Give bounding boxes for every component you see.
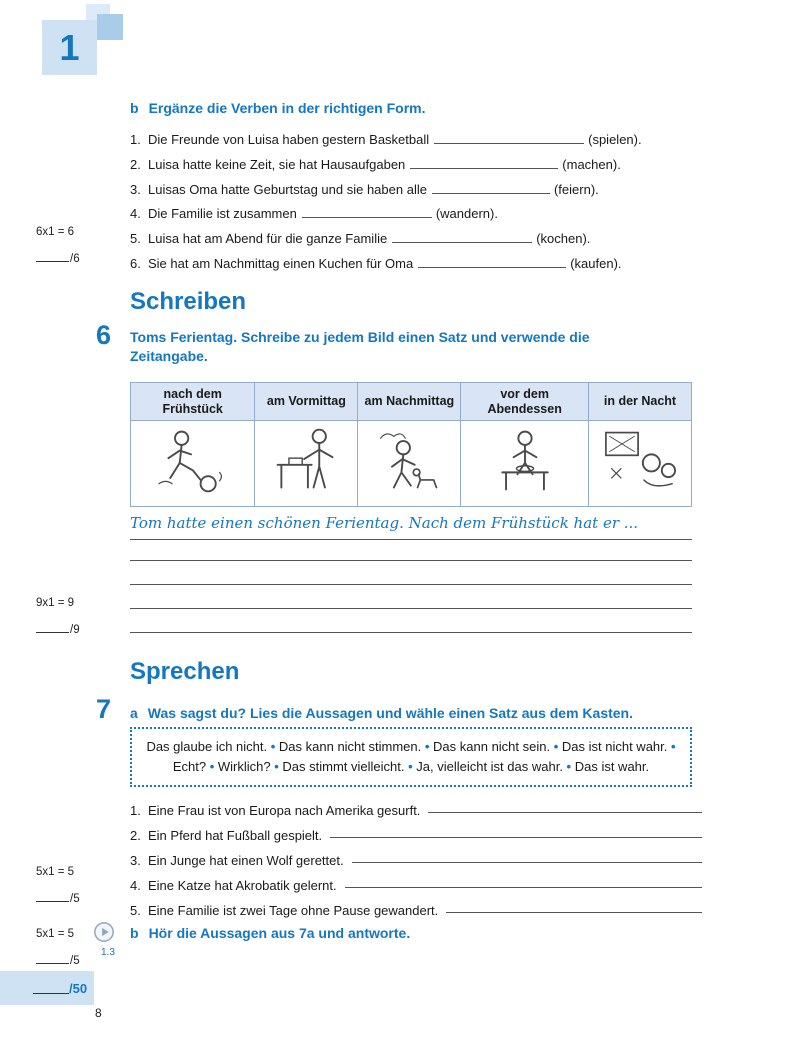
total-score-line[interactable]: [33, 982, 69, 994]
item-number: 5.: [130, 903, 141, 918]
fill-item-5: [130, 227, 702, 252]
exercise-7a-heading: [130, 705, 633, 721]
score-suffix: /5: [70, 893, 80, 905]
picture-table: [130, 382, 692, 507]
exercise-b-heading: [130, 100, 426, 116]
total-score-suffix: /50: [69, 980, 88, 996]
item-text: Ein Pferd hat Fußball gespielt.: [148, 828, 323, 843]
margin-formula-b: 6x1 = 6: [36, 226, 75, 238]
score-line[interactable]: [36, 891, 69, 902]
item-number: 4.: [130, 878, 141, 893]
answer-line[interactable]: [330, 837, 702, 838]
illustration-boy-walking-dog: [358, 421, 461, 507]
answer-blank[interactable]: [392, 230, 532, 243]
illustration-night-crowd: [588, 421, 691, 507]
chapter-number: 1: [59, 26, 80, 68]
total-score-box: [0, 971, 94, 1005]
verb-hint: (kochen).: [536, 231, 591, 247]
item-number: 1.: [130, 132, 141, 147]
exercise-b-title: Ergänze die Verben in der richtigen Form.: [148, 100, 426, 116]
chapter-tab: [42, 20, 97, 75]
section-heading-sprechen: Sprechen: [130, 658, 240, 685]
exercise-7b-heading: [130, 925, 410, 941]
score-suffix: /5: [70, 955, 80, 967]
score-suffix: /9: [70, 624, 80, 636]
section-heading-schreiben: Schreiben: [130, 288, 247, 315]
item-number: 4.: [130, 206, 141, 222]
boy-walking-dog-icon: [359, 425, 459, 497]
item-text: Luisas Oma hatte Geburtstag und sie haben alle: [148, 181, 427, 197]
handwritten-example: Tom hatte einen schönen Ferientag. Nach dem Frühstück hat er ...: [130, 514, 692, 540]
item-number: 5.: [130, 231, 141, 247]
table-header: in der Nacht: [588, 383, 691, 421]
table-header: am Nachmittag: [358, 383, 461, 421]
exercise-7-number: 7: [96, 694, 112, 724]
fill-item-1: [130, 128, 702, 153]
margin-score-7a: [36, 891, 106, 905]
item-text: Ein Junge hat einen Wolf gerettet.: [148, 853, 344, 868]
writing-line[interactable]: [130, 632, 692, 633]
boy-at-table-icon: [256, 425, 356, 497]
item-text: Luisa hat am Abend für die ganze Familie: [148, 231, 388, 247]
exercise-b-items: [130, 128, 702, 277]
item-text: Eine Frau ist von Europa nach Amerika gesurft.: [148, 803, 421, 818]
item-number: 2.: [130, 828, 141, 843]
say-item-3: [130, 843, 702, 868]
score-line[interactable]: [36, 622, 69, 633]
margin-formula-7b: 5x1 = 5: [36, 928, 75, 940]
answer-line[interactable]: [428, 812, 702, 813]
exercise-6-instruction: Toms Ferientag. Schreibe zu jedem Bild einen Satz und verwende die Zeitangabe.: [130, 329, 590, 364]
answer-line[interactable]: [446, 912, 702, 913]
margin-formula-7a: 5x1 = 5: [36, 866, 75, 878]
margin-score-b: [36, 251, 106, 265]
exercise-7a-title: Was sagst du? Lies die Aussagen und wähle einen Satz aus dem Kasten.: [147, 705, 633, 721]
verb-hint: (wandern).: [435, 206, 498, 222]
exercise-7b-label: b: [130, 925, 139, 941]
say-item-4: [130, 868, 702, 893]
decorative-square-medium: [97, 14, 123, 40]
score-line[interactable]: [36, 251, 69, 262]
night-crowd-icon: [590, 425, 690, 497]
writing-line[interactable]: [130, 608, 692, 609]
score-suffix: /6: [70, 253, 80, 265]
margin-formula-6: 9x1 = 9: [36, 597, 75, 609]
phrase-box: Das glaube ich nicht. • Das kann nicht stimmen. • Das kann nicht sein. • Das ist nicht wahr. • Echt? • Wirklich? • Das stimmt vielleicht. • Ja, vielleicht ist das wahr. • Das ist wahr.: [130, 727, 692, 787]
item-text: Sie hat am Nachmittag einen Kuchen für Oma: [148, 255, 414, 271]
item-text: Eine Familie ist zwei Tage ohne Pause gewandert.: [148, 903, 439, 918]
answer-line[interactable]: [352, 862, 702, 863]
table-image-row: [131, 421, 692, 507]
answer-blank[interactable]: [434, 131, 584, 144]
illustration-boy-at-table: [255, 421, 358, 507]
margin-score-7b: [36, 953, 106, 967]
exercise-b-label: b: [130, 100, 139, 116]
table-header: am Vormittag: [255, 383, 358, 421]
writing-line[interactable]: [130, 584, 692, 585]
item-number: 6.: [130, 255, 141, 271]
item-text: Die Freunde von Luisa haben gestern Basketball: [148, 132, 430, 147]
answer-blank[interactable]: [410, 156, 558, 169]
say-item-2: [130, 818, 702, 843]
say-item-5: [130, 893, 702, 918]
item-text: Eine Katze hat Akrobatik gelernt.: [148, 878, 337, 893]
answer-blank[interactable]: [418, 255, 566, 268]
illustration-boy-kicking-ball: [131, 421, 255, 507]
answer-blank[interactable]: [432, 181, 550, 194]
score-line[interactable]: [36, 953, 69, 964]
fill-item-2: [130, 153, 702, 178]
fill-item-6: [130, 252, 702, 277]
table-header: nach dem Frühstück: [131, 383, 255, 421]
writing-line[interactable]: [130, 560, 692, 561]
answer-line[interactable]: [345, 887, 702, 888]
item-text: Die Familie ist zusammen: [148, 206, 297, 222]
answer-blank[interactable]: [302, 205, 432, 218]
table-header: vor dem Abendessen: [461, 383, 589, 421]
verb-hint: (feiern).: [553, 181, 599, 197]
margin-score-6: [36, 622, 106, 636]
item-text: Luisa hatte keine Zeit, sie hat Hausaufgaben: [148, 156, 406, 172]
verb-hint: (spielen).: [588, 132, 642, 147]
exercise-7b-title: Hör die Aussagen aus 7a und antworte.: [148, 925, 411, 941]
exercise-7a-items: [130, 793, 702, 918]
page-number: 8: [95, 1006, 102, 1020]
verb-hint: (kaufen).: [570, 255, 622, 271]
item-number: 3.: [130, 853, 141, 868]
fill-item-4: [130, 202, 702, 227]
audio-track-number: 1.3: [101, 947, 115, 958]
exercise-7a-label: a: [130, 705, 138, 721]
say-item-1: [130, 793, 702, 818]
boy-at-dinner-icon: [475, 425, 575, 497]
table-header-row: [131, 383, 692, 421]
verb-hint: (machen).: [562, 156, 621, 172]
illustration-boy-at-dinner: [461, 421, 589, 507]
boy-kicking-ball-icon: [143, 425, 243, 497]
exercise-6-number: 6: [96, 320, 112, 350]
item-number: 2.: [130, 156, 141, 172]
item-number: 3.: [130, 181, 141, 197]
fill-item-3: [130, 178, 702, 203]
item-number: 1.: [130, 803, 141, 818]
